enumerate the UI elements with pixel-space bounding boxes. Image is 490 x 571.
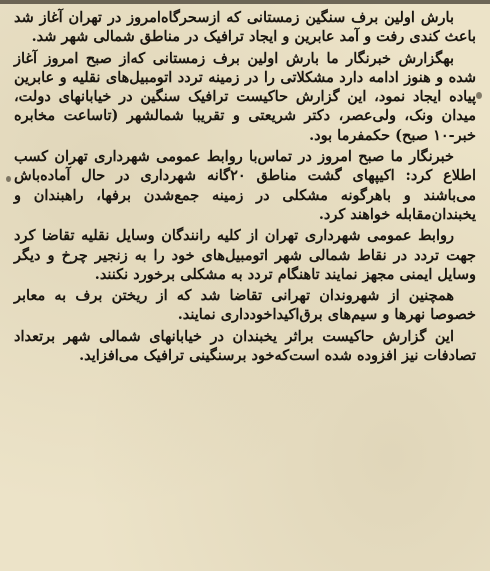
print-speck (6, 176, 11, 182)
paragraph-lead: بارش اولین برف سنگین زمستانی که ازسحرگاه‌امروز در تهران آغاز شد باعث کندی رفت و آمد عابرین و ایجاد ترافیک در مناطق شمالی شهر شد. (14, 9, 476, 46)
print-speck (476, 92, 482, 99)
paragraph-municipality-teams: خبرنگار ما صبح امروز در تماس‌با روابط عمومی شهرداری تهران کسب اطلاع کرد: اکیپهای گشت مناطق ۲۰گانه شهرداری در حال آماده‌باش می‌باشند و باهرگونه مشکلی در زمینه جمع‌شدن برفها، راهبندان و یخبندان‌مقابله خواهند کرد. (14, 148, 476, 223)
paragraph-citizens-request: همچنین از شهروندان تهرانی تقاضا شد که از ریختن برف به معابر خصوصا نهرها و سیم‌های برق‌اکیداخودداری نمایند. (14, 287, 476, 324)
paragraph-accidents: این گزارش حاکیست براثر یخبندان در خیابانهای شمالی شهر برتعداد تصادفات نیز افزوده شده است‌که‌خود برسنگینی ترافیک می‌افزاید. (14, 327, 476, 365)
paragraph-traffic-report: بهگزارش خبرنگار ما بارش اولین برف زمستانی که‌از صبح امروز آغاز شده و هنوز ادامه دارد مشکلاتی را در زمینه تردد اتومبیل‌های نقلیه و عابرین پیاده ایجاد نمود، این گزارش حاکیست ترافیک سنگین در خیابانهای دولت، میدان ونک، ولی‌عصر، دکتر شریعتی و تقریبا شمالشهر (تاساعت مخابره خبر-۱۰ صبح) حکمفرما بود. (14, 49, 476, 144)
paragraph-drivers-request: روابط عمومی شهرداری تهران از کلیه رانندگان وسایل نقلیه تقاضا کرد جهت تردد در نقاط شمالی شهر اتومبیل‌های خود را به زنجیر چرخ و دیگر وسایل ایمنی مجهز نمایند تاهنگام تردد به مشکلی برخورد نکنند. (14, 227, 476, 283)
scan-edge (0, 0, 490, 4)
article-body (14, 8, 476, 367)
